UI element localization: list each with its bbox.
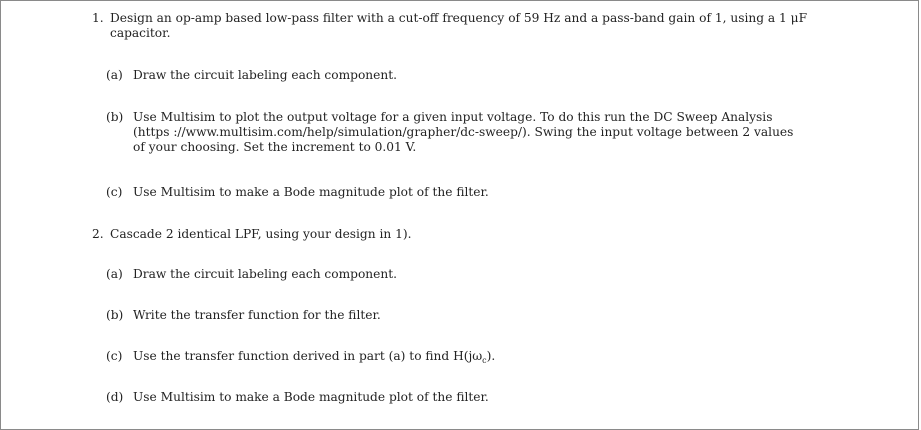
part-text	[133, 349, 495, 364]
part-text: Draw the circuit labeling each component.	[133, 267, 397, 281]
part-text: Use Multisim to make a Bode magnitude plot of the filter.	[133, 185, 489, 199]
part-label: (b)	[106, 308, 124, 322]
part-label: (c)	[106, 185, 123, 199]
part-text: Use Multisim to make a Bode magnitude plot of the filter.	[133, 390, 489, 404]
part-text: of your choosing. Set the increment to 0.01 V.	[133, 140, 417, 154]
part-text: Write the transfer function for the filter.	[133, 308, 381, 322]
problem-text: Cascade 2 identical LPF, using your design in 1).	[110, 227, 412, 241]
problem-number: 2.	[92, 227, 104, 241]
omega-subscript: c	[482, 356, 487, 365]
part-text: Draw the circuit labeling each component.	[133, 68, 397, 82]
problem-text: Design an op-amp based low-pass filter with a cut-off frequency of 59 Hz and a pass-band gain of 1, using a 1 μF	[110, 11, 808, 25]
part-text: Use Multisim to plot the output voltage for a given input voltage. To do this run the DC Sweep Analysis	[133, 110, 773, 124]
part-label: (c)	[106, 349, 123, 363]
part-label: (a)	[106, 68, 123, 82]
part-text: (https ://www.multisim.com/help/simulation/grapher/dc-sweep/). Swing the input voltage between 2 values	[133, 125, 794, 139]
part-text-after: ).	[486, 349, 496, 363]
part-label: (a)	[106, 267, 123, 281]
problem-number: 1.	[92, 11, 104, 25]
part-label: (d)	[106, 390, 124, 404]
part-text-before: Use the transfer function derived in part (a) to find H(jω	[133, 349, 483, 363]
part-label: (b)	[106, 110, 124, 124]
problem-text: capacitor.	[110, 26, 171, 40]
